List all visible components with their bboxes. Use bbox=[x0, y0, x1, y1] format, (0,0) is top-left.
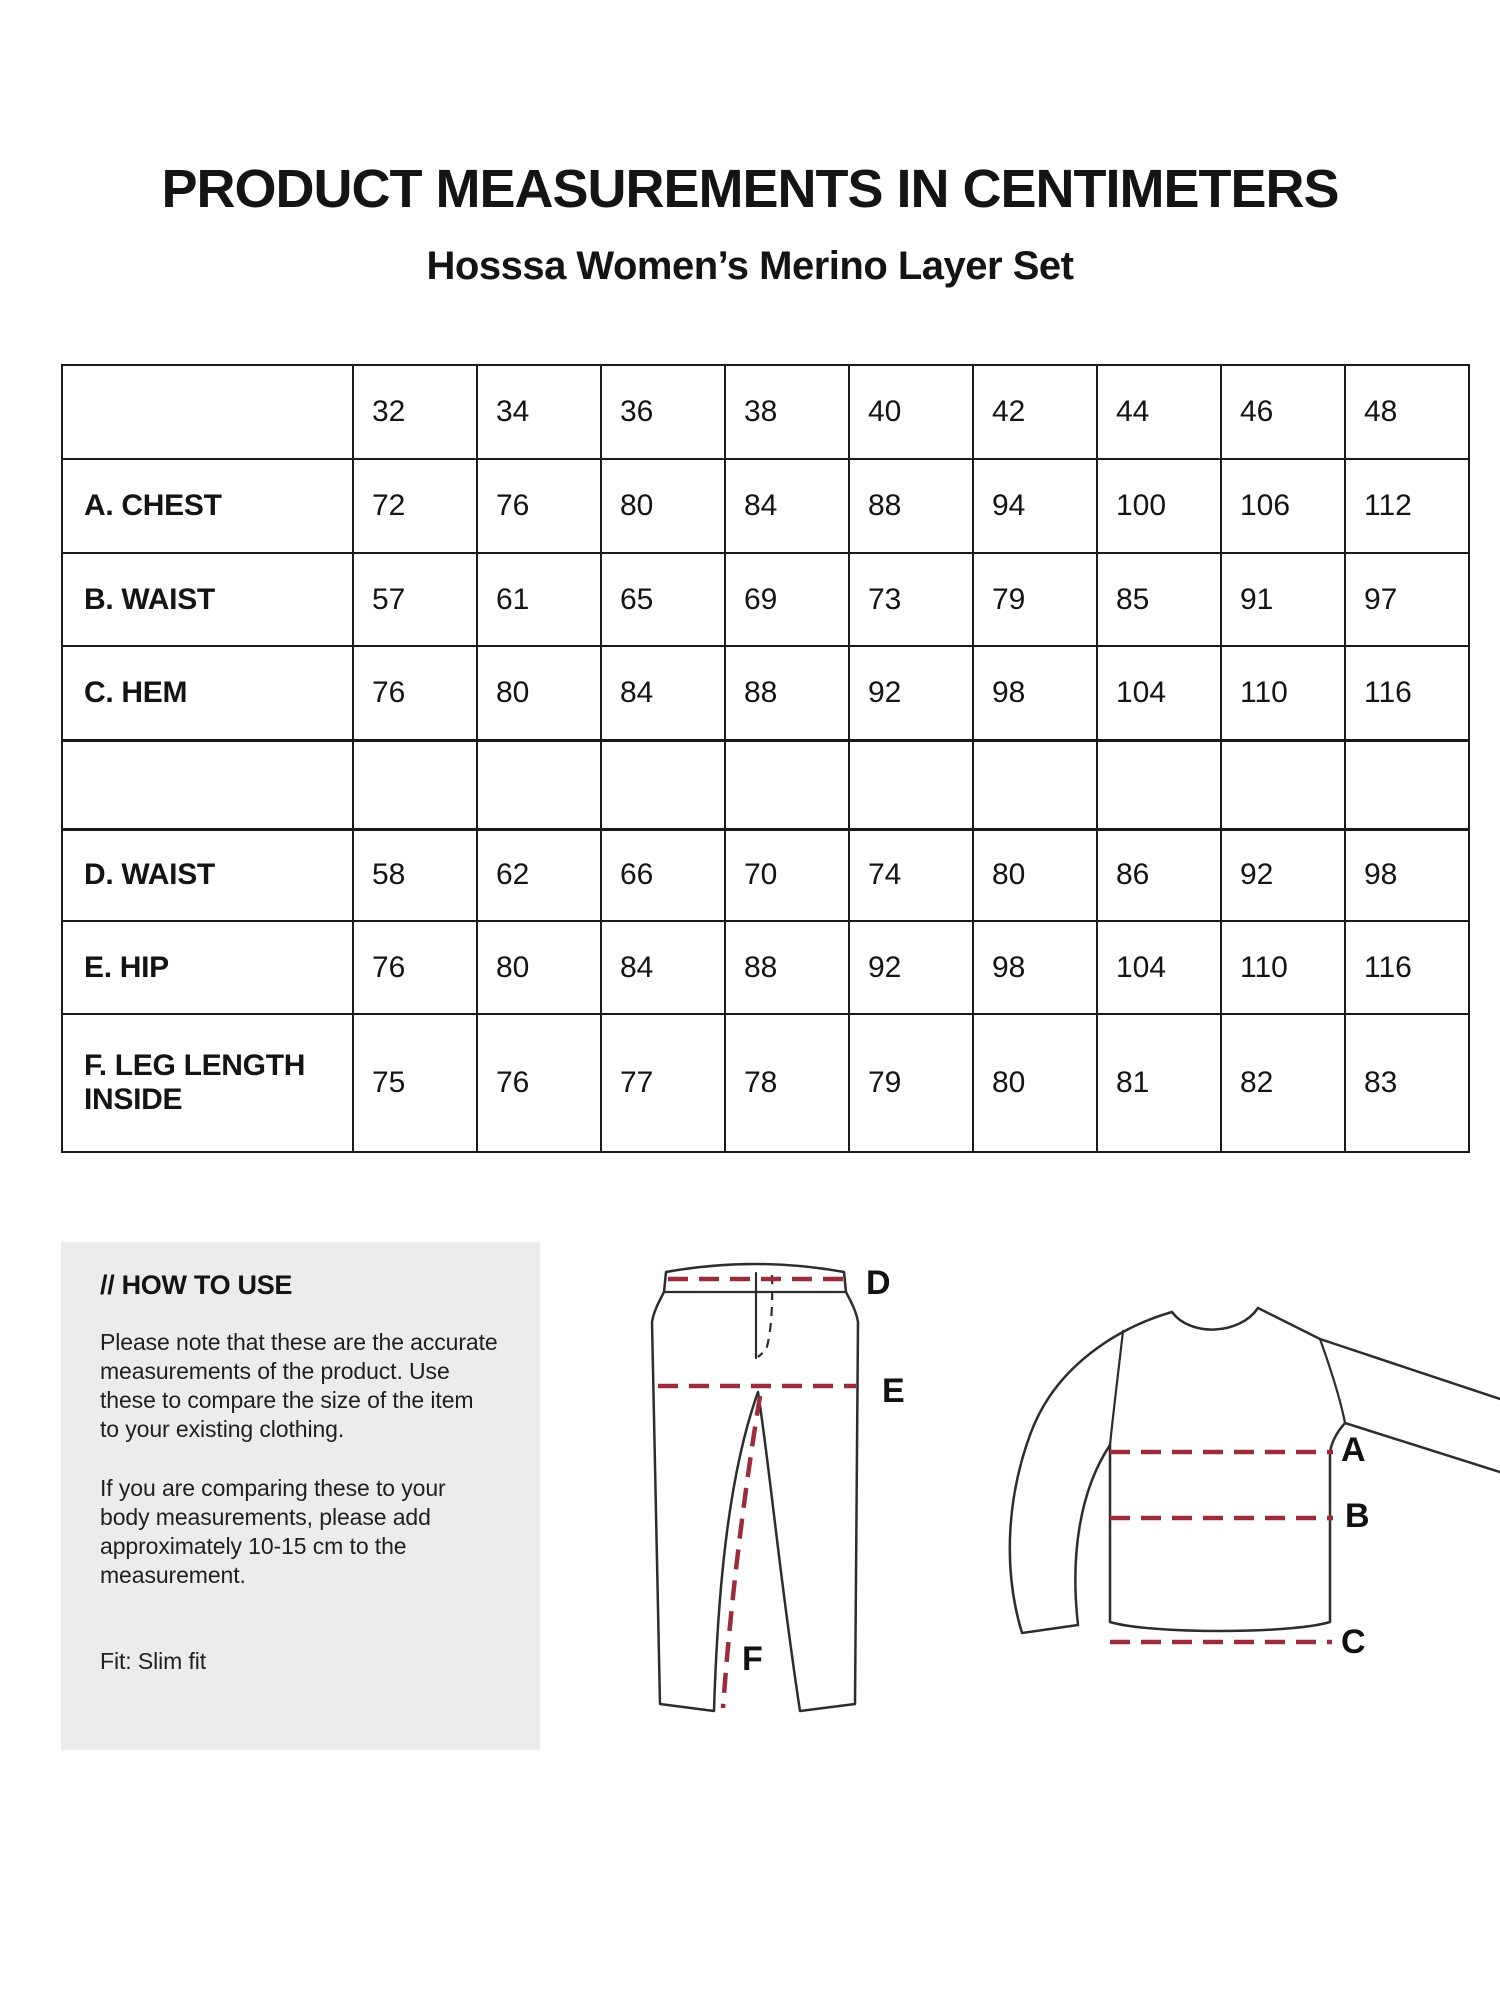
pants-diagram bbox=[620, 1250, 940, 1750]
value-cell: 104 bbox=[1097, 921, 1221, 1014]
value-cell: 85 bbox=[1097, 553, 1221, 646]
value-cell bbox=[1097, 740, 1221, 829]
measurements-table-body bbox=[62, 365, 1469, 1152]
measurement-row bbox=[62, 646, 1469, 740]
value-cell bbox=[353, 740, 477, 829]
size-header-cell: 42 bbox=[973, 365, 1097, 459]
value-cell: 116 bbox=[1345, 646, 1469, 740]
top-diagram bbox=[1000, 1295, 1500, 1715]
value-cell bbox=[849, 740, 973, 829]
size-header-cell: 44 bbox=[1097, 365, 1221, 459]
value-cell: 76 bbox=[477, 1014, 601, 1152]
value-cell bbox=[477, 740, 601, 829]
value-cell: 88 bbox=[725, 921, 849, 1014]
size-header-cell: 46 bbox=[1221, 365, 1345, 459]
value-cell: 98 bbox=[973, 921, 1097, 1014]
value-cell: 80 bbox=[973, 1014, 1097, 1152]
value-cell: 98 bbox=[1345, 829, 1469, 921]
value-cell: 80 bbox=[477, 921, 601, 1014]
value-cell: 75 bbox=[353, 1014, 477, 1152]
value-cell: 62 bbox=[477, 829, 601, 921]
corner-cell bbox=[62, 365, 353, 459]
value-cell: 76 bbox=[477, 459, 601, 553]
top-right-sleeve-bottom bbox=[1345, 1423, 1500, 1472]
product-name: Hosssa Women’s Merino Layer Set bbox=[426, 244, 1074, 288]
value-cell: 80 bbox=[477, 646, 601, 740]
fit-note: Fit: Slim fit bbox=[100, 1648, 207, 1674]
how-to-use-box bbox=[61, 1242, 540, 1750]
top-right-sleeve-top bbox=[1258, 1308, 1500, 1399]
value-cell: 104 bbox=[1097, 646, 1221, 740]
value-cell: 100 bbox=[1097, 459, 1221, 553]
measurement-row bbox=[62, 1014, 1469, 1152]
size-header-cell: 36 bbox=[601, 365, 725, 459]
value-cell: 97 bbox=[1345, 553, 1469, 646]
pants-leg-label: F bbox=[742, 1640, 763, 1678]
value-cell: 84 bbox=[601, 921, 725, 1014]
measurement-row bbox=[62, 921, 1469, 1014]
value-cell: 79 bbox=[849, 1014, 973, 1152]
value-cell: 83 bbox=[1345, 1014, 1469, 1152]
size-header-cell: 40 bbox=[849, 365, 973, 459]
value-cell: 58 bbox=[353, 829, 477, 921]
size-header-cell: 34 bbox=[477, 365, 601, 459]
value-cell: 84 bbox=[601, 646, 725, 740]
row-label-cell: A. CHEST bbox=[62, 459, 353, 553]
value-cell: 106 bbox=[1221, 459, 1345, 553]
value-cell: 81 bbox=[1097, 1014, 1221, 1152]
pants-waist-label: D bbox=[866, 1264, 891, 1302]
measurements-table bbox=[61, 364, 1470, 1153]
value-cell: 88 bbox=[725, 646, 849, 740]
value-cell: 77 bbox=[601, 1014, 725, 1152]
measurement-row bbox=[62, 459, 1469, 553]
top-neckline bbox=[1172, 1308, 1258, 1330]
value-cell: 70 bbox=[725, 829, 849, 921]
how-to-use-paragraph-2: If you are comparing these to your body measurements, please add approximately 10-15 cm to the measurement. bbox=[100, 1475, 446, 1588]
top-left-shoulder-seam bbox=[1110, 1331, 1123, 1445]
measurement-row bbox=[62, 829, 1469, 921]
measurement-row bbox=[62, 553, 1469, 646]
row-label-cell: F. LEG LENGTH INSIDE bbox=[62, 1014, 353, 1152]
value-cell: 57 bbox=[353, 553, 477, 646]
row-label-cell bbox=[62, 740, 353, 829]
value-cell: 73 bbox=[849, 553, 973, 646]
pants-hip-label: E bbox=[882, 1372, 905, 1410]
size-header-cell: 32 bbox=[353, 365, 477, 459]
value-cell: 65 bbox=[601, 553, 725, 646]
value-cell: 69 bbox=[725, 553, 849, 646]
size-header-row bbox=[62, 365, 1469, 459]
value-cell bbox=[1345, 740, 1469, 829]
value-cell bbox=[601, 740, 725, 829]
value-cell: 92 bbox=[1221, 829, 1345, 921]
value-cell: 112 bbox=[1345, 459, 1469, 553]
top-chest-label: A bbox=[1341, 1431, 1366, 1469]
value-cell bbox=[725, 740, 849, 829]
value-cell: 98 bbox=[973, 646, 1097, 740]
value-cell: 110 bbox=[1221, 646, 1345, 740]
value-cell: 78 bbox=[725, 1014, 849, 1152]
value-cell: 88 bbox=[849, 459, 973, 553]
value-cell bbox=[1221, 740, 1345, 829]
pants-fly-dashed-seam bbox=[758, 1275, 772, 1357]
row-label-cell: C. HEM bbox=[62, 646, 353, 740]
spacer-row bbox=[62, 740, 1469, 829]
how-to-use-heading: // HOW TO USE bbox=[100, 1270, 293, 1300]
value-cell: 74 bbox=[849, 829, 973, 921]
value-cell: 92 bbox=[849, 646, 973, 740]
row-label-cell: E. HIP bbox=[62, 921, 353, 1014]
value-cell: 79 bbox=[973, 553, 1097, 646]
value-cell: 80 bbox=[601, 459, 725, 553]
value-cell: 116 bbox=[1345, 921, 1469, 1014]
size-header-cell: 38 bbox=[725, 365, 849, 459]
value-cell: 80 bbox=[973, 829, 1097, 921]
page-title: PRODUCT MEASUREMENTS IN CENTIMETERS bbox=[161, 159, 1339, 219]
row-label-cell: B. WAIST bbox=[62, 553, 353, 646]
value-cell: 84 bbox=[725, 459, 849, 553]
value-cell: 72 bbox=[353, 459, 477, 553]
value-cell: 66 bbox=[601, 829, 725, 921]
value-cell: 76 bbox=[353, 646, 477, 740]
value-cell: 92 bbox=[849, 921, 973, 1014]
how-to-use-paragraph-1: Please note that these are the accurate measurements of the product. Use these to compare the size of the item to your existing clothing. bbox=[100, 1329, 498, 1442]
row-label-cell: D. WAIST bbox=[62, 829, 353, 921]
size-header-cell: 48 bbox=[1345, 365, 1469, 459]
top-right-shoulder-seam bbox=[1320, 1339, 1345, 1423]
top-waist-label: B bbox=[1345, 1497, 1370, 1535]
top-left-sleeve-outer bbox=[1010, 1312, 1172, 1633]
value-cell: 82 bbox=[1221, 1014, 1345, 1152]
value-cell: 94 bbox=[973, 459, 1097, 553]
value-cell: 76 bbox=[353, 921, 477, 1014]
value-cell: 91 bbox=[1221, 553, 1345, 646]
value-cell: 86 bbox=[1097, 829, 1221, 921]
value-cell bbox=[973, 740, 1097, 829]
value-cell: 61 bbox=[477, 553, 601, 646]
value-cell: 110 bbox=[1221, 921, 1345, 1014]
top-hem-label: C bbox=[1341, 1623, 1366, 1661]
